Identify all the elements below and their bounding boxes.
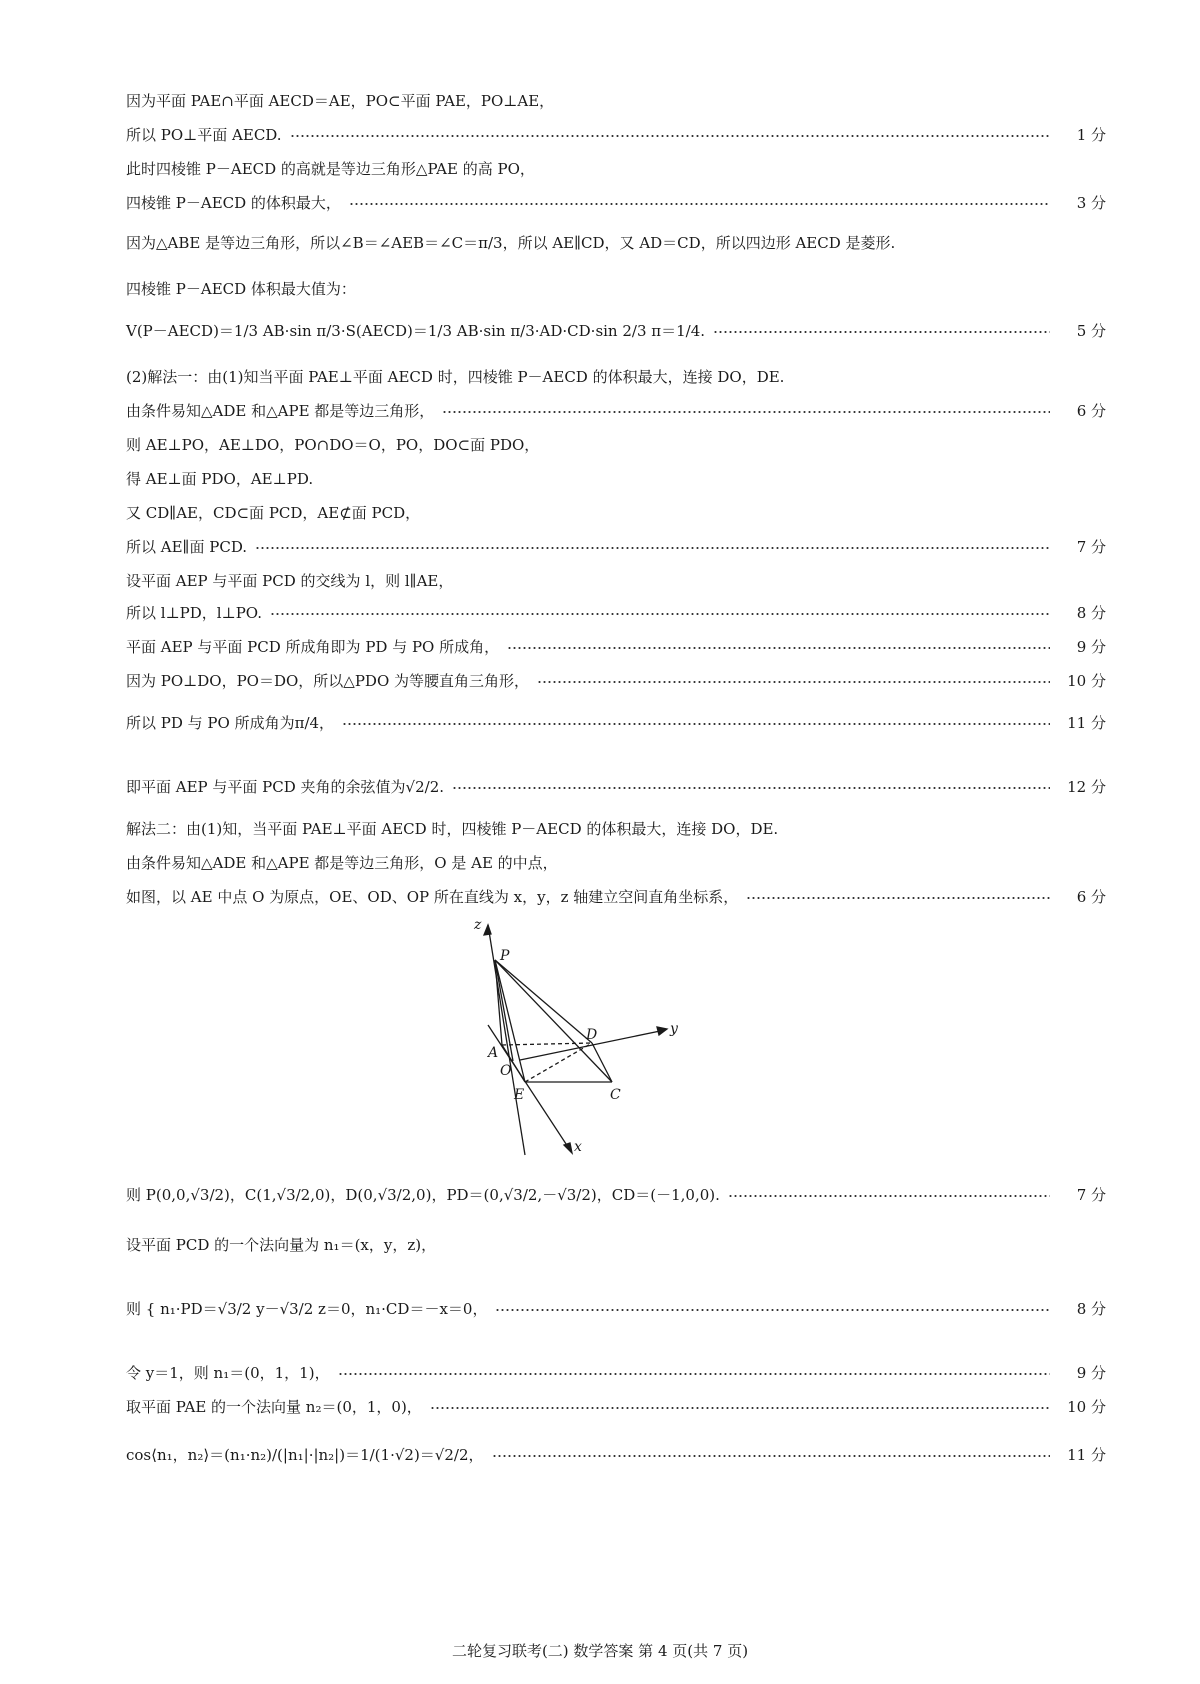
- score: 1 分: [1076, 126, 1106, 144]
- dot-leader: [537, 680, 1050, 684]
- text-line: [126, 128, 1106, 143]
- line-12: 又 CD∥AE，CD⊂面 PCD，AE⊄面 PCD，: [126, 504, 421, 522]
- line-22: 如图，以 AE 中点 O 为原点，OE、OD、OP 所在直线为 x，y，z 轴建立空间直角坐标系，: [126, 888, 739, 906]
- score: 11 分: [1067, 714, 1106, 732]
- text-line: [126, 282, 1106, 297]
- text-line: [126, 438, 1106, 453]
- text-line: [126, 370, 1106, 385]
- edge-ED: [525, 1043, 592, 1082]
- text-line: [126, 196, 1106, 211]
- dot-leader: [255, 546, 1050, 550]
- edge-PC: [495, 960, 612, 1082]
- text-line: [126, 162, 1106, 177]
- text-line: [126, 674, 1106, 689]
- text-line: [126, 1238, 1106, 1253]
- line-1: 因为平面 PAE∩平面 AECD＝AE，PO⊂平面 PAE，PO⊥AE，: [126, 92, 555, 110]
- dot-leader: [507, 646, 1050, 650]
- label-C: C: [610, 1087, 621, 1103]
- line-20: 解法二：由(1)知，当平面 PAE⊥平面 AECD 时，四棱锥 P－AECD 的体积最大，连接 DO，DE.: [126, 820, 779, 838]
- text-line: [126, 574, 1106, 589]
- text-line: [126, 890, 1106, 905]
- line-23: 则 P(0,0,√3/2)，C(1,√3/2,0)，D(0,√3/2,0)，PD＝(0,√3/2,－√3/2)，CD＝(－1,0,0).: [126, 1186, 720, 1204]
- score: 6 分: [1076, 888, 1106, 906]
- dot-leader: [495, 1308, 1050, 1312]
- text-line: [126, 236, 1106, 251]
- label-P: P: [500, 948, 510, 964]
- dot-leader: [338, 1372, 1050, 1376]
- text-line: [126, 1302, 1106, 1317]
- score: 7 分: [1076, 538, 1106, 556]
- x-axis: [488, 1025, 570, 1150]
- dot-leader: [349, 202, 1050, 206]
- coordinate-figure: [474, 915, 720, 1165]
- score: 5 分: [1076, 322, 1106, 340]
- label-A: A: [488, 1045, 499, 1061]
- dot-leader: [492, 1454, 1050, 1458]
- score: 10 分: [1067, 672, 1106, 690]
- label-x: x: [574, 1139, 582, 1155]
- line-6: 四棱锥 P－AECD 体积最大值为：: [126, 280, 356, 298]
- text-line: [126, 94, 1106, 109]
- line-19: 即平面 AEP 与平面 PCD 夹角的余弦值为√2/2.: [126, 778, 445, 796]
- text-line: [126, 506, 1106, 521]
- score: 9 分: [1076, 1364, 1106, 1382]
- line-27: 取平面 PAE 的一个法向量 n₂＝(0，1，0)，: [126, 1398, 422, 1416]
- edge-DC: [592, 1043, 612, 1082]
- dot-leader: [442, 410, 1050, 414]
- text-line: [126, 472, 1106, 487]
- line-17: 因为 PO⊥DO，PO＝DO，所以△PDO 为等腰直角三角形，: [126, 672, 530, 690]
- label-z: z: [474, 917, 482, 933]
- text-line: [126, 822, 1106, 837]
- line-4: 四棱锥 P－AECD 的体积最大，: [126, 194, 341, 212]
- dot-leader: [746, 896, 1050, 900]
- label-y: y: [670, 1021, 678, 1037]
- score: 7 分: [1076, 1186, 1106, 1204]
- score: 9 分: [1076, 638, 1106, 656]
- page-footer: 二轮复习联考(二) 数学答案 第 4 页(共 7 页): [451, 1642, 749, 1660]
- line-3: 此时四棱锥 P－AECD 的高就是等边三角形△PAE 的高 PO，: [126, 160, 535, 178]
- text-line: [126, 1366, 1106, 1381]
- text-line: [126, 540, 1106, 555]
- text-line: [126, 606, 1106, 621]
- score: 12 分: [1067, 778, 1106, 796]
- line-11: 得 AE⊥面 PDO，AE⊥PD.: [126, 470, 314, 488]
- line-21: 由条件易知△ADE 和△APE 都是等边三角形，O 是 AE 的中点，: [126, 854, 558, 872]
- line-5: 因为△ABE 是等边三角形，所以∠B＝∠AEB＝∠C＝π/3，所以 AE∥CD，又 AD＝CD，所以四边形 AECD 是菱形.: [126, 234, 896, 252]
- label-E: E: [514, 1087, 525, 1103]
- dot-leader: [342, 722, 1050, 726]
- edge-PD: [495, 960, 592, 1043]
- dot-leader: [713, 330, 1050, 334]
- line-2: 所以 PO⊥平面 AECD.: [126, 126, 282, 144]
- line-8: (2)解法一：由(1)知当平面 PAE⊥平面 AECD 时，四棱锥 P－AECD 的体积最大，连接 DO，DE.: [126, 368, 785, 386]
- text-line: [126, 856, 1106, 871]
- line-28: cos⟨n₁，n₂⟩＝(n₁·n₂)/(|n₁|·|n₂|)＝1/(1·√2)＝√2/2，: [126, 1446, 484, 1464]
- dot-leader: [430, 1406, 1050, 1410]
- x-arrow: [564, 1143, 572, 1153]
- line-9: 由条件易知△ADE 和△APE 都是等边三角形，: [126, 402, 435, 420]
- line-14: 设平面 AEP 与平面 PCD 的交线为 l，则 l∥AE，: [126, 572, 454, 590]
- label-O: O: [500, 1063, 512, 1079]
- line-13: 所以 AE∥面 PCD.: [126, 538, 248, 556]
- z-arrow: [484, 925, 491, 935]
- text-line: [126, 716, 1106, 731]
- label-D: D: [586, 1027, 598, 1043]
- line-15: 所以 l⊥PD，l⊥PO.: [126, 604, 262, 622]
- score: 8 分: [1076, 1300, 1106, 1318]
- score: 11 分: [1067, 1446, 1106, 1464]
- line-18: 所以 PD 与 PO 所成角为π/4，: [126, 714, 335, 732]
- text-line: [126, 1448, 1106, 1463]
- dot-leader: [290, 134, 1050, 138]
- dot-leader: [728, 1194, 1050, 1198]
- text-line: [126, 1188, 1106, 1203]
- y-arrow: [657, 1027, 667, 1035]
- line-25: 则 { n₁·PD＝√3/2 y－√3/2 z＝0，n₁·CD＝－x＝0，: [126, 1300, 488, 1318]
- dot-leader: [452, 786, 1050, 790]
- dot-leader: [270, 612, 1050, 616]
- text-line: [126, 1400, 1106, 1415]
- text-line: [126, 404, 1106, 419]
- line-16: 平面 AEP 与平面 PCD 所成角即为 PD 与 PO 所成角，: [126, 638, 500, 656]
- line-10: 则 AE⊥PO，AE⊥DO，PO∩DO＝O，PO，DO⊂面 PDO，: [126, 436, 540, 454]
- text-line: [126, 640, 1106, 655]
- line-26: 令 y＝1，则 n₁＝(0，1，1)，: [126, 1364, 330, 1382]
- line-24: 设平面 PCD 的一个法向量为 n₁＝(x，y，z)，: [126, 1236, 437, 1254]
- score: 6 分: [1076, 402, 1106, 420]
- text-line: [126, 780, 1106, 795]
- score: 3 分: [1076, 194, 1106, 212]
- text-line: [126, 324, 1106, 339]
- line-7: V(P－AECD)＝1/3 AB·sin π/3·S(AECD)＝1/3 AB·sin π/3·AD·CD·sin 2/3 π＝1/4.: [126, 322, 706, 340]
- score: 8 分: [1076, 604, 1106, 622]
- score: 10 分: [1067, 1398, 1106, 1416]
